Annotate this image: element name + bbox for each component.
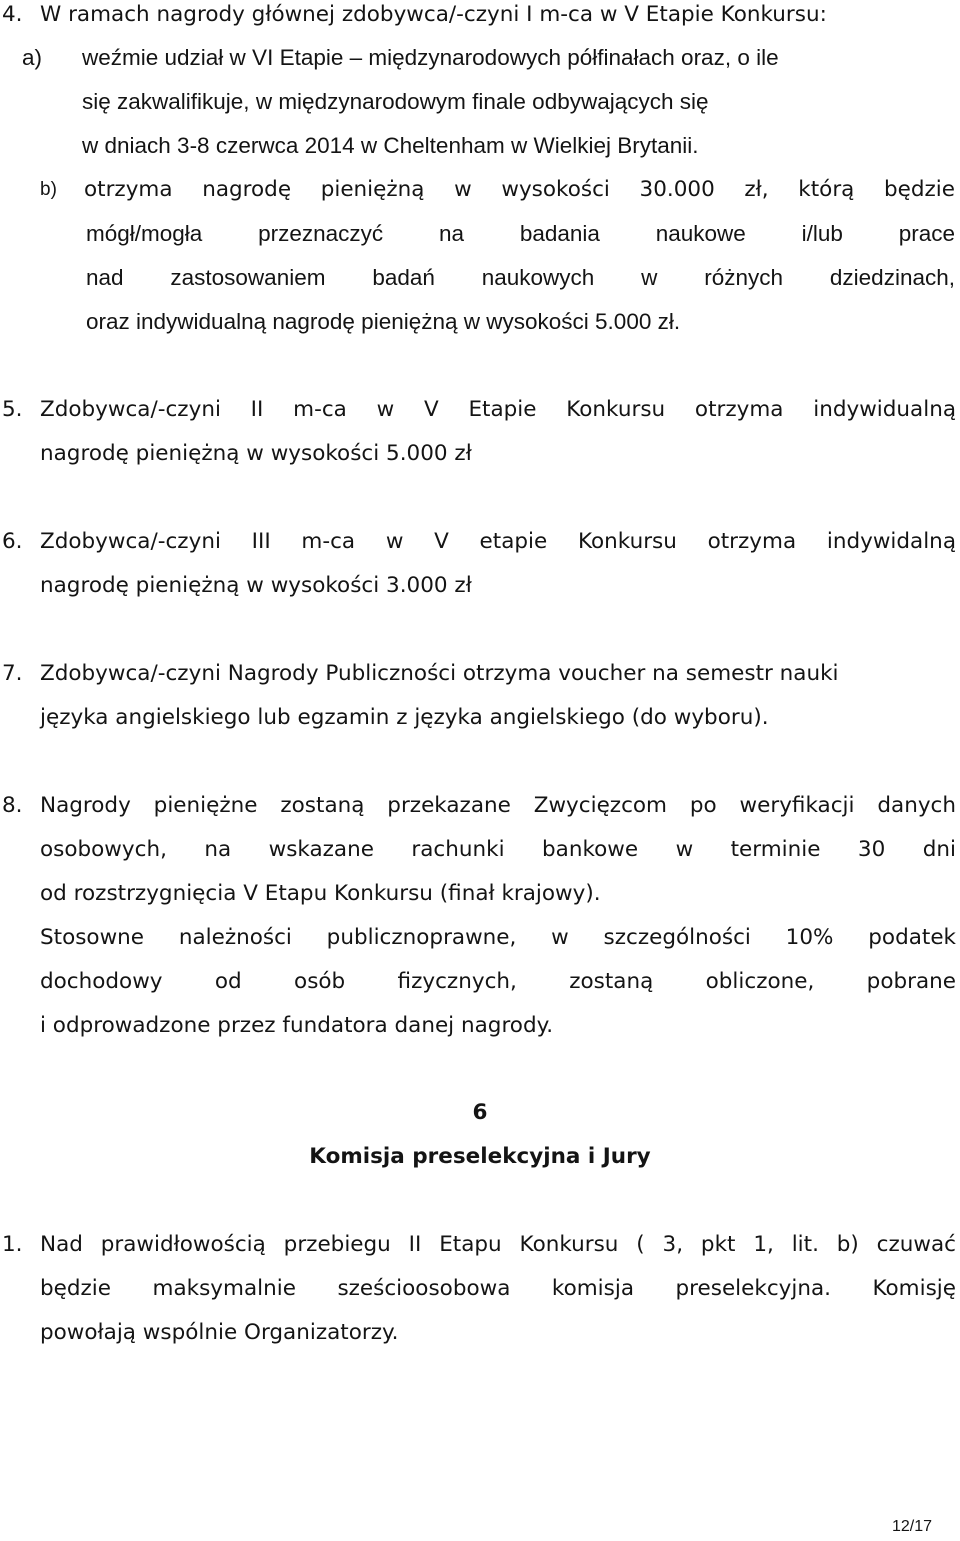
section-number-value: 6 — [472, 1100, 488, 1125]
item-4b-line-4: oraz indywidualną nagrodę pieniężną w wysokości 5.000 zł. — [86, 309, 681, 334]
item-5-line-1: Zdobywca/-czyni II m-ca w V Etapie Konkursu otrzyma indywidualną — [40, 397, 956, 422]
section-item-1-line-1: Nad prawidłowością przebiegu II Etapu Konkursu ( 3, pkt 1, lit. b) czuwać — [40, 1232, 956, 1257]
section-number — [0, 1100, 960, 1126]
item-4a-marker: a) — [22, 45, 43, 70]
item-4a-line-3: w dniach 3-8 czerwca 2014 w Cheltenham w Wielkiej Brytanii. — [82, 133, 699, 158]
item-6-line-2: nagrodę pieniężną w wysokości 3.000 zł — [40, 573, 472, 598]
item-6-number: 6. — [2, 529, 23, 554]
item-7-line-2: języka angielskiego lub egzamin z języka angielskiego (do wyboru). — [40, 705, 769, 730]
item-8-number: 8. — [2, 793, 23, 818]
section-item-1-line-2: będzie maksymalnie sześcioosobowa komisja preselekcyjna. Komisję — [40, 1276, 956, 1301]
item-4b-line-1: otrzyma nagrodę pieniężną w wysokości 30.000 zł, którą będzie — [84, 177, 955, 202]
item-4b-line-2: mógł/mogła przeznaczyć na badania naukowe i/lub prace — [86, 221, 955, 246]
item-4b-line-3: nad zastosowaniem badań naukowych w różnych dziedzinach, — [86, 265, 955, 290]
item-6-line-1: Zdobywca/-czyni III m-ca w V etapie Konkursu otrzyma indywidalną — [40, 529, 956, 554]
item-4b-marker: b) — [40, 179, 57, 200]
item-4a-line-1: weźmie udział w VI Etapie – międzynarodowych półfinałach oraz, o ile — [82, 45, 779, 70]
item-7-line-1: Zdobywca/-czyni Nagrody Publiczności otrzyma voucher na semestr nauki — [40, 661, 839, 686]
item-8-line-6: i odprowadzone przez fundatora danej nagrody. — [40, 1013, 554, 1038]
item-4-number: 4. — [2, 2, 23, 27]
item-4-text: W ramach nagrody głównej zdobywca/-czyni I m-ca w V Etapie Konkursu: — [40, 2, 827, 27]
item-8-line-5: dochodowy od osób fizycznych, zostaną obliczone, pobrane — [40, 969, 956, 994]
item-8-line-4: Stosowne należności publicznoprawne, w szczególności 10% podatek — [40, 925, 956, 950]
item-7-number: 7. — [2, 661, 23, 686]
item-5-number: 5. — [2, 397, 23, 422]
section-title: Komisja preselekcyjna i Jury — [309, 1144, 651, 1169]
page-number: 12/17 — [891, 1518, 932, 1535]
item-8-line-1: Nagrody pieniężne zostaną przekazane Zwycięzcom po weryfikacji danych — [40, 793, 956, 818]
item-8-line-2: osobowych, na wskazane rachunki bankowe w terminie 30 dni — [40, 837, 956, 862]
section-item-1-line-3: powołają wspólnie Organizatorzy. — [40, 1320, 399, 1345]
item-8-line-3: od rozstrzygnięcia V Etapu Konkursu (finał krajowy). — [40, 881, 601, 906]
item-4a-line-2: się zakwalifikuje, w międzynarodowym finale odbywających się — [82, 89, 709, 114]
item-5-line-2: nagrodę pieniężną w wysokości 5.000 zł — [40, 441, 472, 466]
section-item-1-number: 1. — [2, 1232, 23, 1257]
